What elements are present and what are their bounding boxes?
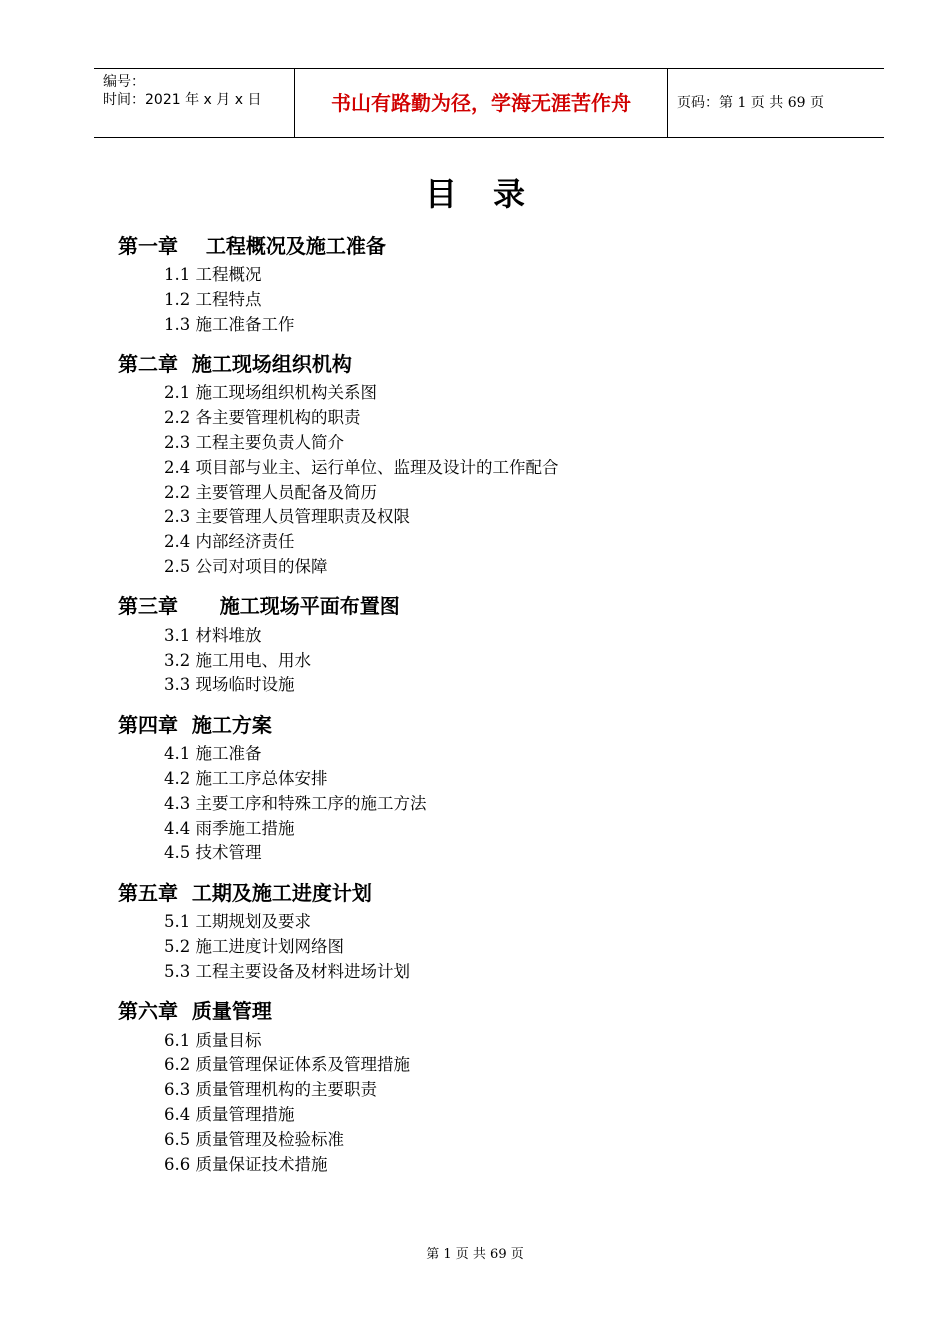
toc-section-item: 2.1 施工现场组织机构关系图 [164,383,377,403]
toc-section-item: 1.2 工程特点 [164,289,262,309]
toc-section-item: 1.1 工程概况 [164,265,262,284]
toc-chapter-heading: 第四章 施工方案 [118,712,272,737]
toc-section-item: 2.4 内部经济责任 [164,532,295,552]
toc-section-item: 6.4 质量管理措施 [164,1104,295,1124]
document-time-label: 时间：2021 年 x 月 x 日 [103,92,262,108]
toc-section-item: 1.3 施工准备工作 [164,314,295,334]
toc-section-item: 6.6 质量保证技术措施 [164,1154,328,1174]
toc-section-item: 5.2 施工进度计划网络图 [164,936,344,956]
toc-section-list [118,624,858,698]
header-motto: 书山有路勤为径，学海无涯苦作舟 [331,91,631,115]
toc-section-item: 2.4 项目部与业主、运行单位、监理及设计的工作配合 [164,457,559,477]
toc-section-item: 4.5 技术管理 [164,843,262,863]
toc-section-item: 2.3 工程主要负责人简介 [164,432,344,452]
toc-section-item: 6.2 质量管理保证体系及管理措施 [164,1055,410,1075]
header-motto-cell [295,69,668,137]
toc-chapter-heading: 第一章 工程概况及施工准备 [118,233,386,258]
page-header [94,68,884,138]
header-page-cell [668,69,884,137]
toc-section-item: 3.3 现场临时设施 [164,675,295,695]
toc-section-list [118,263,858,337]
toc-chapter-heading: 第六章 质量管理 [118,999,272,1024]
toc-section-item: 2.2 各主要管理机构的职责 [164,408,361,428]
toc-chapter-heading: 第三章 施工现场平面布置图 [118,594,400,619]
toc-section-item: 3.1 材料堆放 [164,625,262,645]
header-page-info: 页码：第 1 页 共 69 页 [677,95,824,111]
toc-section-item: 5.3 工程主要设备及材料进场计划 [164,961,410,981]
toc-section-item: 6.5 质量管理及检验标准 [164,1129,344,1149]
toc-chapter-heading: 第五章 工期及施工进度计划 [118,880,372,905]
toc-section-item: 2.2 主要管理人员配备及简历 [164,482,377,502]
toc-title: 目录 [424,175,561,213]
toc-section-list [118,1029,858,1178]
toc-section-item: 2.5 公司对项目的保障 [164,556,328,576]
toc-section-item: 4.4 雨季施工措施 [164,818,295,838]
toc-section-item: 3.2 施工用电、用水 [164,650,311,670]
toc-section-item: 2.3 主要管理人员管理职责及权限 [164,507,410,527]
toc-section-item: 4.2 施工工序总体安排 [164,768,328,788]
table-of-contents [118,228,858,1186]
toc-section-item: 4.3 主要工序和特殊工序的施工方法 [164,793,427,813]
toc-chapter-heading: 第二章 施工现场组织机构 [118,351,352,376]
page-footer: 第 1 页 共 69 页 [426,1247,524,1262]
toc-section-item: 6.1 质量目标 [164,1030,262,1050]
toc-section-list [118,910,858,984]
toc-section-list [118,381,858,579]
document-number-label: 编号： [103,74,145,90]
toc-section-item: 6.3 质量管理机构的主要职责 [164,1080,377,1100]
toc-section-item: 5.1 工期规划及要求 [164,912,311,932]
toc-section-item: 4.1 施工准备 [164,744,262,764]
header-meta-cell [94,69,295,137]
toc-section-list [118,742,858,866]
